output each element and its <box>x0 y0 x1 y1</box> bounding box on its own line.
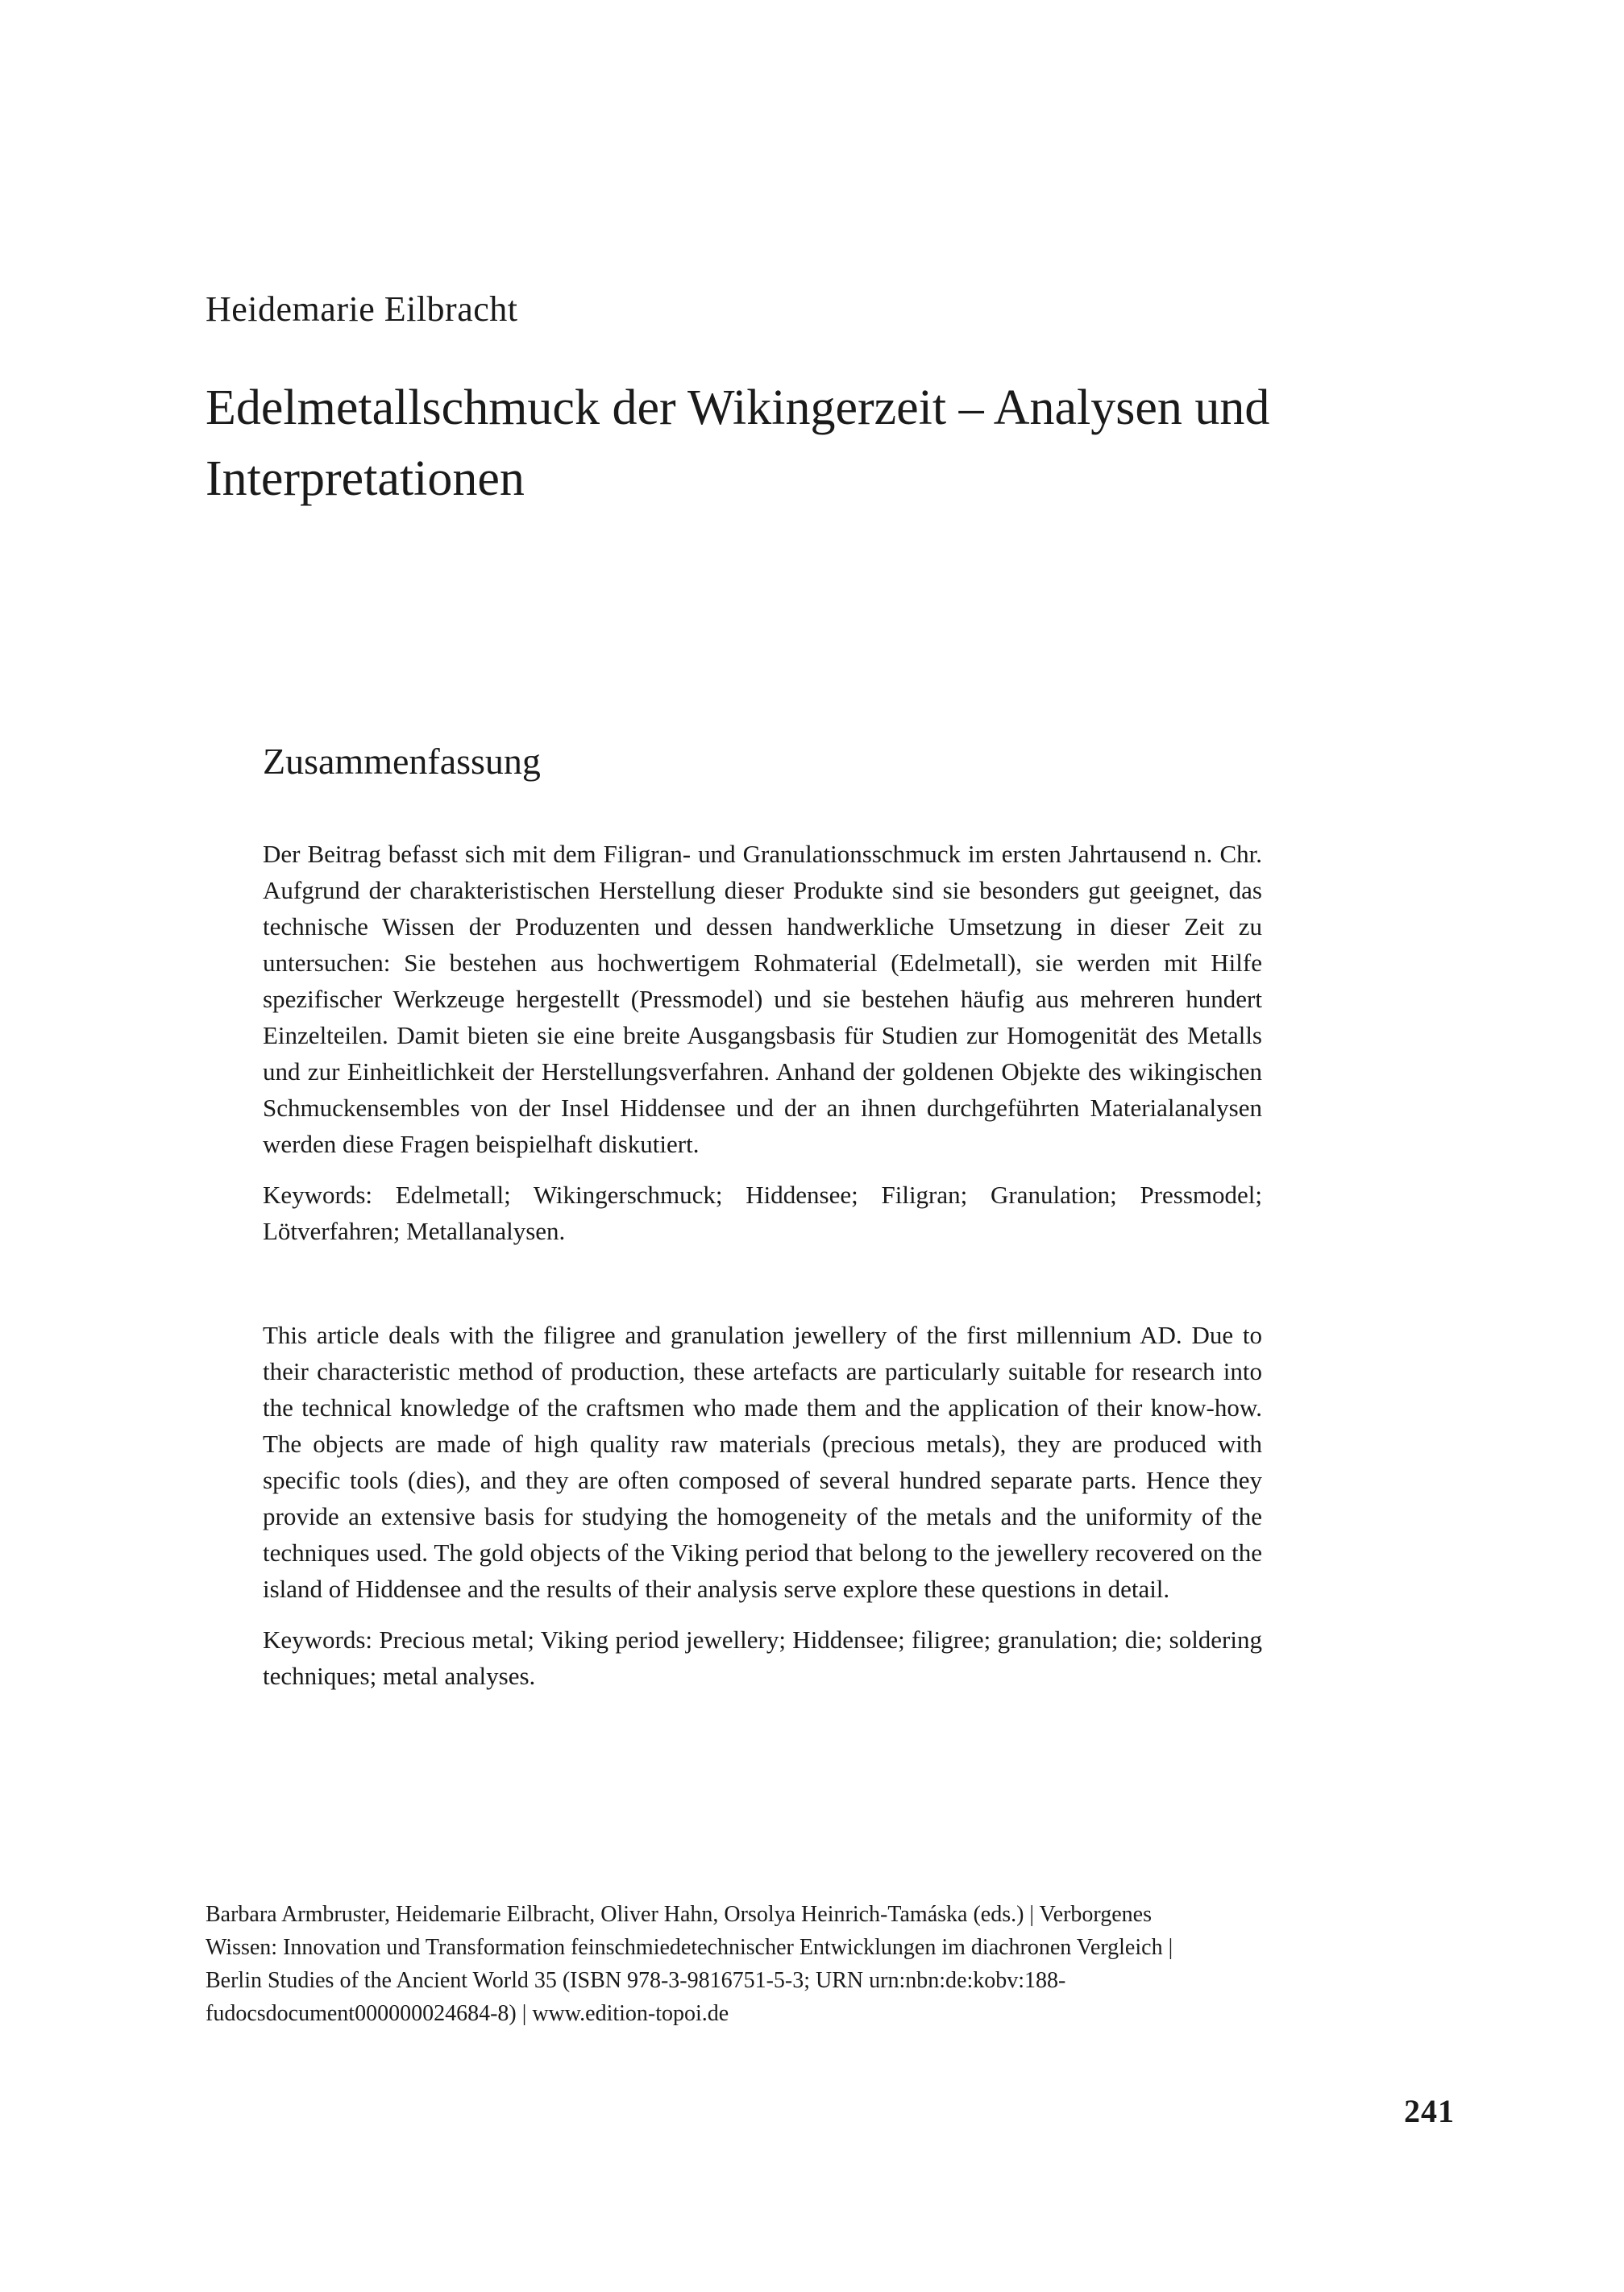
keywords-english: Keywords: Precious metal; Viking period jewellery; Hiddensee; filigree; granulation; die; soldering techniques; metal analyses. <box>263 1626 1262 1690</box>
author-name: Heidemarie Eilbracht <box>206 289 518 329</box>
keywords-german: Keywords: Edelmetall; Wikingerschmuck; Hiddensee; Filigran; Granulation; Pressmodel; Lötverfahren; Metallanalysen. <box>263 1181 1262 1245</box>
abstract-heading: Zusammenfassung <box>263 741 541 782</box>
abstract-section <box>263 737 1262 1694</box>
abstract-english: This article deals with the filigree and granulation jewellery of the first millennium AD. Due to their characteristic method of production, these artefacts are particularly suitable for research into the technical knowledge of the craftsmen who made them and the application of their know-how. The objects are made of high quality raw materials (precious metals), they are produced with specific tools (dies), and they are often composed of several hundred separate parts. Hence they provide an extensive basis for studying the homogeneity of the metals and the uniformity of the techniques used. The gold objects of the Viking period that belong to the jewellery recovered on the island of Hiddensee and the results of their analysis serve explore these questions in detail. <box>263 1321 1262 1603</box>
abstract-german: Der Beitrag befasst sich mit dem Filigran- und Granulationsschmuck im ersten Jahrtausend n. Chr. Aufgrund der charakteristischen Herstellung dieser Produkte sind sie besonders gut geeignet, das technische Wissen der Produzenten und dessen handwerkliche Umsetzung in dieser Zeit zu untersuchen: Sie bestehen aus hochwertigem Rohmaterial (Edelmetall), sie werden mit Hilfe spezifischer Werkzeuge hergestellt (Pressmodel) und sie bestehen häufig aus mehreren hundert Einzelteilen. Damit bieten sie eine breite Ausgangsbasis für Studien zur Homogenität des Metalls und zur Einheitlichkeit der Herstellungsverfahren. Anhand der goldenen Objekte des wikingischen Schmuckensembles von der Insel Hiddensee und der an ihnen durchgeführten Materialanalysen werden diese Fragen beispielhaft diskutiert. <box>263 840 1262 1158</box>
citation-footer: Barbara Armbruster, Heidemarie Eilbracht, Oliver Hahn, Orsolya Heinrich-Tamáska (eds.) | Verborgenes Wissen: Innovation und Transformation feinschmiedetechnischer Entwicklungen im diachronen Vergleich | Berlin Studies of the Ancient World 35 (ISBN 978-3-9816751-5-3; URN urn:nbn:de:kobv:188-fudocsdocument000000024684-8) | www.edition-topoi.de <box>206 1902 1173 2026</box>
page-number: 241 <box>1404 2093 1455 2129</box>
article-title: Edelmetallschmuck der Wikingerzeit – Analysen und Interpretationen <box>206 380 1270 506</box>
